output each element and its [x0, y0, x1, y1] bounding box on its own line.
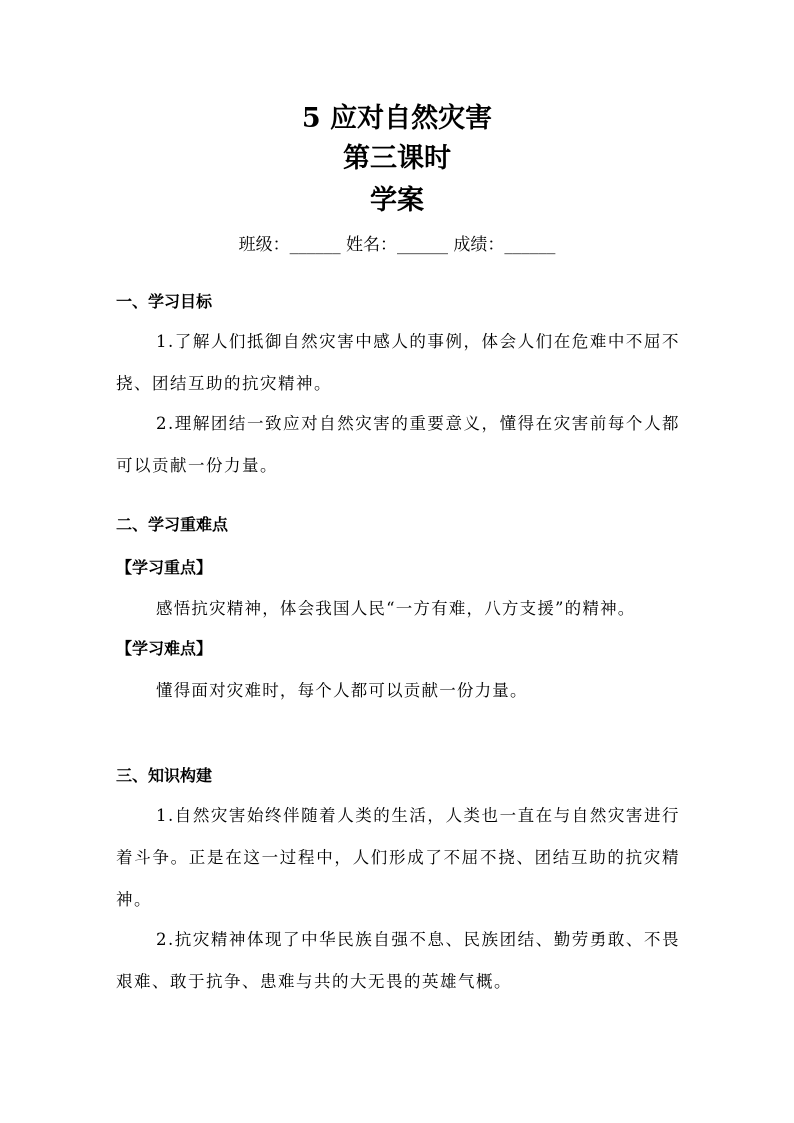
knowledge-item-1: 1.自然灾害始终伴随着人类的生活，人类也一直在与自然灾害进行着斗争。正是在这一过程中，人们形成了不屈不挠、团结互助的抗灾精神。: [116, 806, 680, 909]
knowledge-item-2: 2.抗灾精神体现了中华民族自强不息、民族团结、勤劳勇敢、不畏艰难、敢于抗争、患难与共的大无畏的英雄气概。: [116, 930, 680, 991]
key-point-text: 感悟抗灾精神，体会我国人民“一方有难，八方支援”的精神。: [156, 599, 636, 618]
section-heading-objectives: 一、学习目标: [116, 292, 213, 311]
lesson-title: 5 应对自然灾害: [301, 103, 493, 134]
section-heading-key-points: 二、学习重难点: [116, 515, 229, 534]
document-type: 学案: [370, 185, 424, 216]
difficult-point-label: 【学习难点】: [116, 639, 213, 658]
key-point-label: 【学习重点】: [116, 558, 213, 577]
objective-item-2: 2.理解团结一致应对自然灾害的重要意义，懂得在灾害前每个人都可以贡献一份力量。: [116, 414, 680, 475]
objective-item-1: 1.了解人们抵御自然灾害中感人的事例，体会人们在危难中不屈不挠、团结互助的抗灾精神。: [116, 332, 680, 393]
difficult-point-text: 懂得面对灾难时，每个人都可以贡献一份力量。: [156, 681, 528, 700]
student-info-line: 班级：______ 姓名：______ 成绩：______: [238, 235, 556, 255]
lesson-period: 第三课时: [343, 143, 451, 174]
section-heading-knowledge: 三、知识构建: [116, 766, 213, 785]
